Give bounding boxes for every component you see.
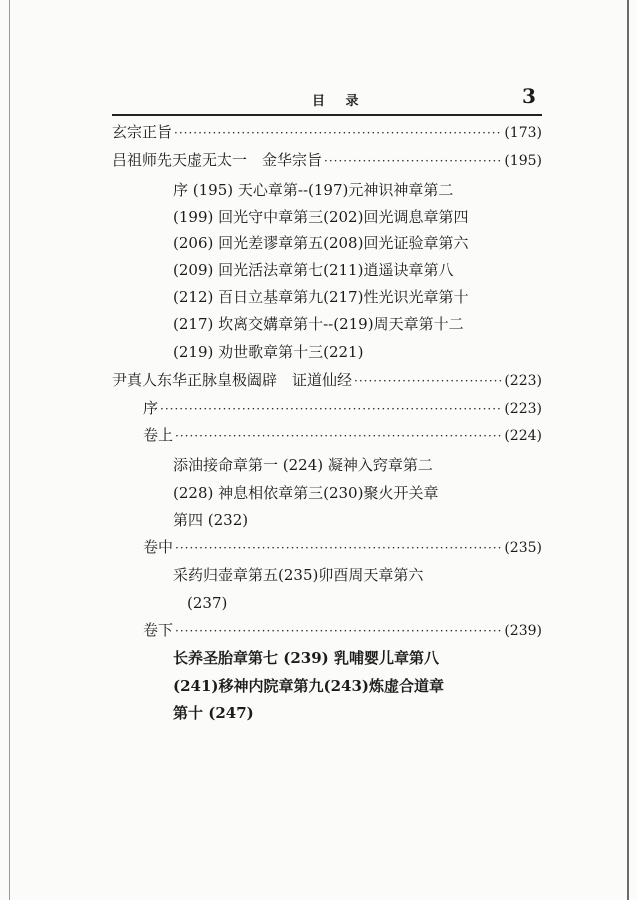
toc-entry-page: (223)	[504, 401, 542, 417]
toc-entry-title: 尹真人东华正脉皇极阖辟 证道仙经	[112, 371, 353, 389]
toc-subentry-line: (241)移神内院章第九(243)炼虚合道章	[173, 677, 445, 695]
page-title: 目 录	[312, 94, 367, 109]
dot-leader	[324, 151, 502, 171]
toc-subentry-line: (228) 神息相依章第三(230)聚火开关章	[173, 484, 439, 502]
toc-entry-page: (173)	[504, 125, 542, 141]
toc-entry	[112, 150, 542, 171]
dot-leader	[354, 371, 502, 391]
toc-subentry-line: (199) 回光守中章第三(202)回光调息章第四	[173, 208, 469, 226]
page-edge-right	[627, 0, 629, 900]
toc-subentry-line: (212) 百日立基章第九(217)性光识光章第十	[173, 288, 469, 306]
toc-entry	[112, 370, 542, 391]
dot-leader	[160, 399, 502, 419]
dot-leader	[175, 621, 502, 641]
toc-entry-title: 卷下	[143, 621, 174, 639]
dot-leader	[175, 538, 502, 558]
toc-subentry-line: 添油接命章第一 (224) 凝神入窍章第二	[173, 456, 433, 474]
toc-subentry-line: (206) 回光差谬章第五(208)回光证验章第六	[173, 234, 469, 252]
toc-entry-page: (235)	[504, 540, 542, 556]
toc-entry-title: 玄宗正旨	[112, 123, 173, 141]
toc-subentry-line: 第四 (232)	[173, 511, 249, 529]
toc-subentry-line: 第十 (247)	[173, 704, 254, 722]
toc-entry	[143, 398, 542, 419]
toc-entry	[143, 620, 542, 641]
toc-entry-page: (195)	[504, 153, 542, 169]
toc-subentry-line: (237)	[187, 594, 228, 612]
toc-entry-title: 卷中	[143, 538, 174, 556]
toc-entry	[112, 122, 542, 143]
toc-entry-title: 吕祖师先天虚无太一 金华宗旨	[112, 151, 323, 169]
toc-entry-page: (224)	[504, 428, 542, 444]
header-rule	[112, 114, 542, 116]
toc-entry-title: 序	[143, 399, 159, 417]
toc-entry-page: (239)	[504, 623, 542, 639]
toc-entry	[143, 537, 542, 558]
toc-subentry-line: 采药归壶章第五(235)卯酉周天章第六	[173, 566, 424, 584]
toc-entry	[143, 425, 542, 446]
toc-subentry-line: (217) 坎离交媾章第十--(219)周天章第十二	[173, 315, 464, 333]
dot-leader	[174, 123, 502, 143]
toc-subentry-line: 序 (195) 天心章第--(197)元神识神章第二	[173, 181, 454, 199]
page-number: 3	[522, 84, 536, 108]
dot-leader	[175, 426, 502, 446]
toc-entry-title: 卷上	[143, 426, 174, 444]
toc-subentry-line: (219) 劝世歌章第十三(221)	[173, 343, 364, 361]
toc-subentry-line: 长养圣胎章第七 (239) 乳哺婴儿章第八	[173, 649, 439, 667]
toc-entry-page: (223)	[504, 373, 542, 389]
toc-subentry-line: (209) 回光活法章第七(211)逍遥诀章第八	[173, 261, 454, 279]
page-edge-left	[9, 0, 10, 900]
